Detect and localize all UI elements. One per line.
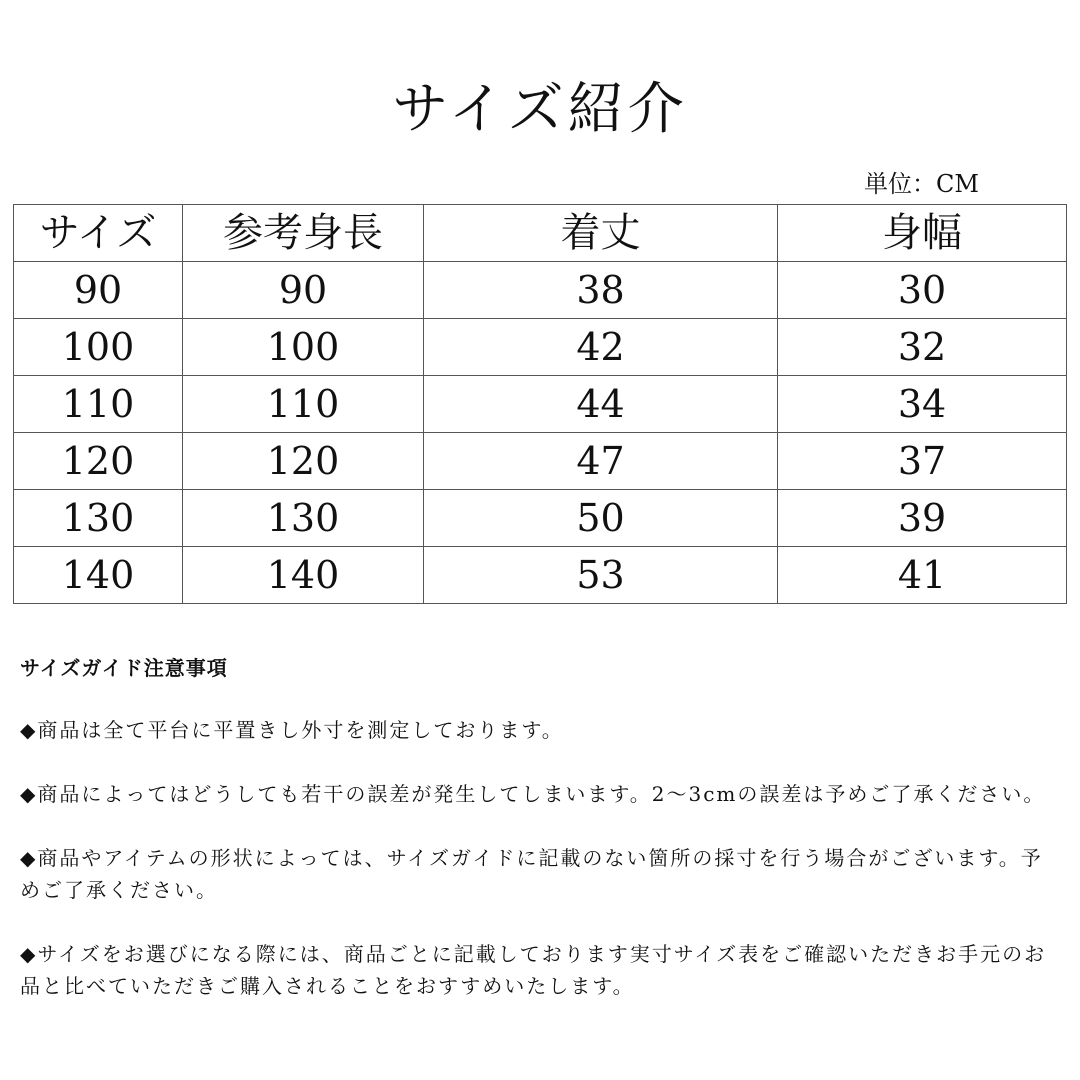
notes-heading: サイズガイド注意事項 (20, 656, 228, 680)
table-row (14, 319, 1067, 376)
table-row (14, 547, 1067, 604)
header-width: 身幅 (778, 205, 1067, 262)
page-title: サイズ紹介 (392, 77, 688, 142)
table-header-row (14, 205, 1067, 262)
cell-size: 90 (14, 262, 183, 319)
cell-length: 42 (424, 319, 778, 376)
note-paragraph: ◆サイズをお選びになる際には、商品ごとに記載しております実寸サイズ表をご確認いただきお手元のお品と比べていただきご購入されることをおすすめいたします。 (20, 942, 1047, 998)
table-row (14, 262, 1067, 319)
cell-width: 37 (778, 433, 1067, 490)
cell-size: 120 (14, 433, 183, 490)
cell-width: 30 (778, 262, 1067, 319)
size-table (13, 204, 1067, 604)
cell-length: 47 (424, 433, 778, 490)
cell-reference-height: 90 (183, 262, 424, 319)
cell-reference-height: 120 (183, 433, 424, 490)
cell-length: 44 (424, 376, 778, 433)
cell-reference-height: 130 (183, 490, 424, 547)
header-reference-height: 参考身長 (183, 205, 424, 262)
cell-size: 130 (14, 490, 183, 547)
cell-length: 38 (424, 262, 778, 319)
unit-label: 単位：CM (864, 170, 979, 198)
cell-reference-height: 140 (183, 547, 424, 604)
cell-width: 34 (778, 376, 1067, 433)
header-size: サイズ (14, 205, 183, 262)
cell-size: 100 (14, 319, 183, 376)
note-paragraph: ◆商品によってはどうしても若干の誤差が発生してしまいます。2〜3cmの誤差は予めご了承ください。 (20, 782, 1046, 806)
header-length: 着丈 (424, 205, 778, 262)
cell-reference-height: 110 (183, 376, 424, 433)
cell-reference-height: 100 (183, 319, 424, 376)
table-row (14, 433, 1067, 490)
cell-width: 41 (778, 547, 1067, 604)
cell-size: 110 (14, 376, 183, 433)
cell-width: 39 (778, 490, 1067, 547)
table-row (14, 490, 1067, 547)
size-guide-notes (20, 652, 1060, 1034)
note-paragraph: ◆商品は全て平台に平置きし外寸を測定しております。 (20, 718, 564, 742)
cell-length: 53 (424, 547, 778, 604)
note-paragraph: ◆商品やアイテムの形状によっては、サイズガイドに記載のない箇所の採寸を行う場合がございます。予めご了承ください。 (20, 846, 1043, 902)
cell-size: 140 (14, 547, 183, 604)
cell-width: 32 (778, 319, 1067, 376)
table-row (14, 376, 1067, 433)
cell-length: 50 (424, 490, 778, 547)
